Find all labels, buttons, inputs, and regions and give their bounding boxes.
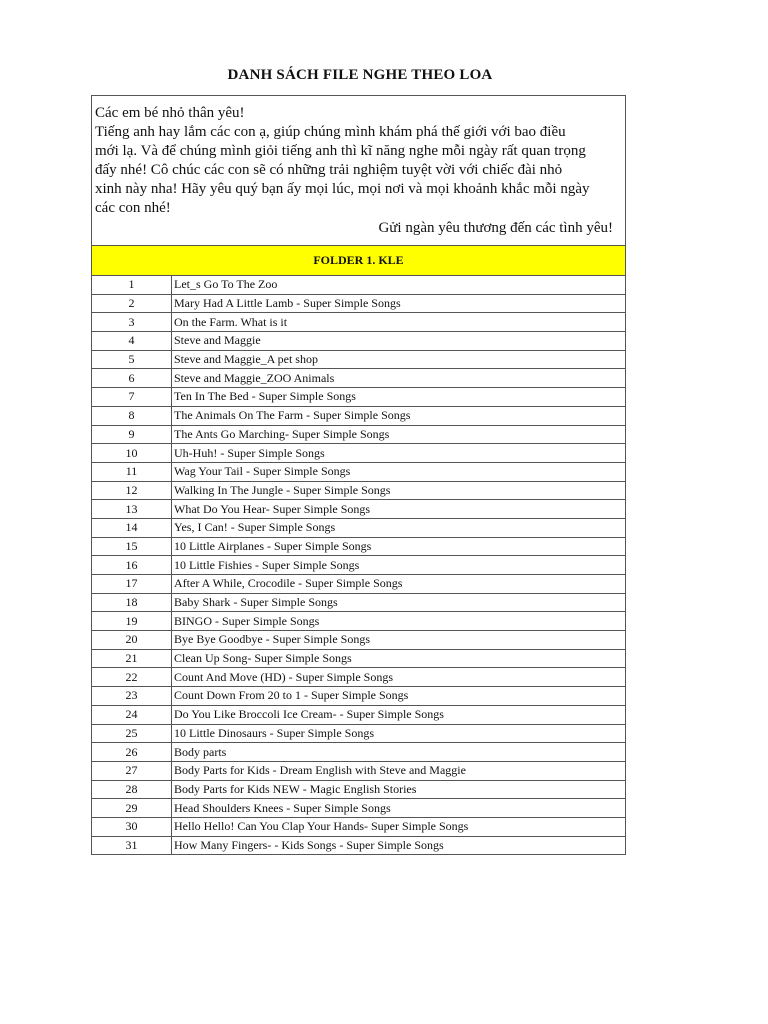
row-number: 26 [92, 743, 172, 762]
song-title: Bye Bye Goodbye - Super Simple Songs [172, 631, 626, 650]
row-number: 2 [92, 294, 172, 313]
row-number: 6 [92, 369, 172, 388]
row-number: 16 [92, 556, 172, 575]
song-title: Uh-Huh! - Super Simple Songs [172, 444, 626, 463]
row-number: 13 [92, 500, 172, 519]
table-row [92, 799, 626, 818]
table-row [92, 743, 626, 762]
table-row [92, 406, 626, 425]
folder-header: FOLDER 1. KLE [91, 245, 626, 276]
intro-line: mới lạ. Và để chúng mình giỏi tiếng anh thì kĩ năng nghe mỗi ngày rất quan trọng [95, 143, 586, 159]
table-row [92, 836, 626, 855]
song-title: Baby Shark - Super Simple Songs [172, 593, 626, 612]
page-title: DANH SÁCH FILE NGHE THEO LOA [227, 67, 493, 83]
song-title: Head Shoulders Knees - Super Simple Songs [172, 799, 626, 818]
intro-text-box [91, 95, 626, 245]
table-row [92, 724, 626, 743]
song-title: 10 Little Airplanes - Super Simple Songs [172, 537, 626, 556]
table-row [92, 388, 626, 407]
song-table [91, 275, 626, 855]
row-number: 10 [92, 444, 172, 463]
song-title: Body Parts for Kids NEW - Magic English Stories [172, 780, 626, 799]
intro-signature: Gửi ngàn yêu thương đến các tình yêu! [378, 220, 613, 236]
row-number: 21 [92, 649, 172, 668]
row-number: 31 [92, 836, 172, 855]
table-row [92, 350, 626, 369]
table-row [92, 761, 626, 780]
row-number: 22 [92, 668, 172, 687]
row-number: 28 [92, 780, 172, 799]
row-number: 15 [92, 537, 172, 556]
song-title: Walking In The Jungle - Super Simple Songs [172, 481, 626, 500]
row-number: 19 [92, 612, 172, 631]
intro-line: xinh này nha! Hãy yêu quý bạn ấy mọi lúc, mọi nơi và mọi khoảnh khắc mỗi ngày [95, 181, 590, 197]
song-title: The Ants Go Marching- Super Simple Songs [172, 425, 626, 444]
row-number: 24 [92, 705, 172, 724]
intro-line: đấy nhé! Cô chúc các con sẽ có những trải nghiệm tuyệt vời với chiếc đài nhỏ [95, 162, 563, 178]
row-number: 7 [92, 388, 172, 407]
song-title: On the Farm. What is it [172, 313, 626, 332]
song-title: 10 Little Fishies - Super Simple Songs [172, 556, 626, 575]
song-title: Wag Your Tail - Super Simple Songs [172, 462, 626, 481]
song-title: Mary Had A Little Lamb - Super Simple Songs [172, 294, 626, 313]
table-row [92, 612, 626, 631]
song-title: Steve and Maggie_ZOO Animals [172, 369, 626, 388]
song-title: Do You Like Broccoli Ice Cream- - Super Simple Songs [172, 705, 626, 724]
song-title: Clean Up Song- Super Simple Songs [172, 649, 626, 668]
row-number: 20 [92, 631, 172, 650]
table-row [92, 294, 626, 313]
row-number: 23 [92, 687, 172, 706]
table-row [92, 313, 626, 332]
table-row [92, 817, 626, 836]
song-title: Count And Move (HD) - Super Simple Songs [172, 668, 626, 687]
table-row [92, 518, 626, 537]
intro-line: Tiếng anh hay lắm các con ạ, giúp chúng mình khám phá thế giới với bao điều [95, 124, 566, 140]
row-number: 11 [92, 462, 172, 481]
intro-line: các con nhé! [95, 200, 171, 216]
table-row [92, 332, 626, 351]
table-row [92, 687, 626, 706]
row-number: 4 [92, 332, 172, 351]
song-title: The Animals On The Farm - Super Simple Songs [172, 406, 626, 425]
song-title: Let_s Go To The Zoo [172, 276, 626, 295]
row-number: 29 [92, 799, 172, 818]
table-row [92, 575, 626, 594]
song-title: Ten In The Bed - Super Simple Songs [172, 388, 626, 407]
table-row [92, 481, 626, 500]
row-number: 9 [92, 425, 172, 444]
song-title: Body Parts for Kids - Dream English with Steve and Maggie [172, 761, 626, 780]
song-title: After A While, Crocodile - Super Simple Songs [172, 575, 626, 594]
table-row [92, 444, 626, 463]
row-number: 27 [92, 761, 172, 780]
song-table-body [92, 276, 626, 855]
song-title: Body parts [172, 743, 626, 762]
table-row [92, 537, 626, 556]
row-number: 5 [92, 350, 172, 369]
table-row [92, 631, 626, 650]
song-title: BINGO - Super Simple Songs [172, 612, 626, 631]
song-title: Steve and Maggie [172, 332, 626, 351]
table-row [92, 649, 626, 668]
song-title: 10 Little Dinosaurs - Super Simple Songs [172, 724, 626, 743]
row-number: 8 [92, 406, 172, 425]
table-row [92, 276, 626, 295]
table-row [92, 780, 626, 799]
song-title: Count Down From 20 to 1 - Super Simple Songs [172, 687, 626, 706]
song-title: Steve and Maggie_A pet shop [172, 350, 626, 369]
table-row [92, 593, 626, 612]
row-number: 3 [92, 313, 172, 332]
table-row [92, 462, 626, 481]
table-row [92, 556, 626, 575]
row-number: 17 [92, 575, 172, 594]
song-title: What Do You Hear- Super Simple Songs [172, 500, 626, 519]
row-number: 12 [92, 481, 172, 500]
song-title: Yes, I Can! - Super Simple Songs [172, 518, 626, 537]
row-number: 25 [92, 724, 172, 743]
table-row [92, 500, 626, 519]
row-number: 18 [92, 593, 172, 612]
row-number: 14 [92, 518, 172, 537]
table-row [92, 705, 626, 724]
table-row [92, 668, 626, 687]
song-title: Hello Hello! Can You Clap Your Hands- Super Simple Songs [172, 817, 626, 836]
song-title: How Many Fingers- - Kids Songs - Super Simple Songs [172, 836, 626, 855]
row-number: 1 [92, 276, 172, 295]
table-row [92, 425, 626, 444]
table-row [92, 369, 626, 388]
intro-line: Các em bé nhỏ thân yêu! [95, 105, 245, 121]
row-number: 30 [92, 817, 172, 836]
